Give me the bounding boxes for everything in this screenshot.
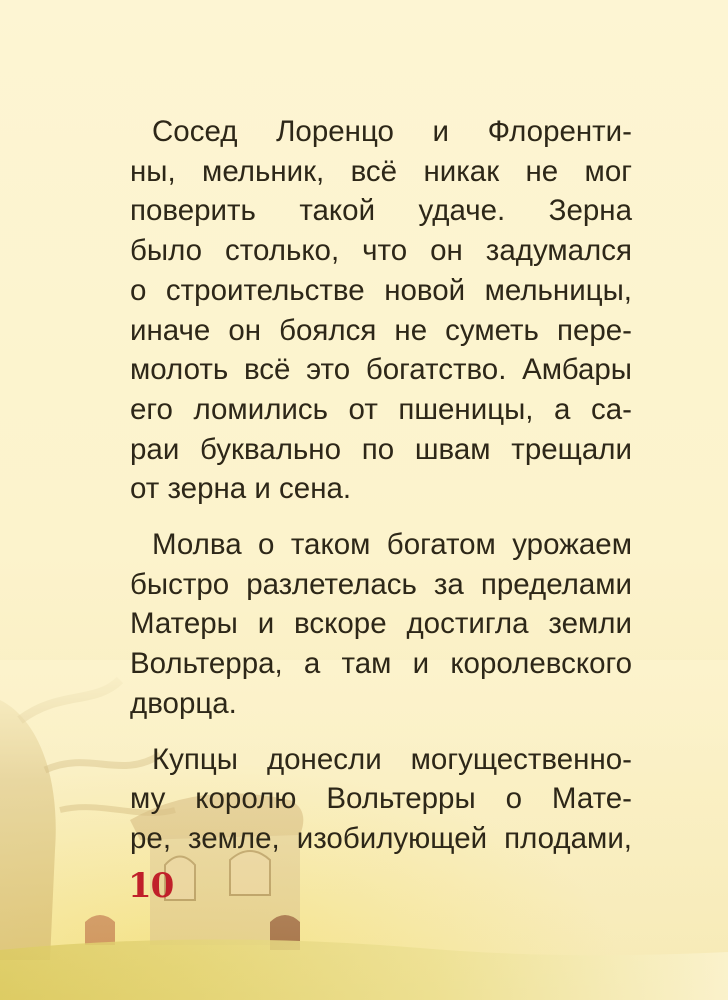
paragraph-3 [130,740,632,859]
text-line: поверить такой удаче. Зерна [130,194,632,228]
text-line: от зерна и сена. [130,472,352,506]
text-line: Матеры и вскоре достигла земли [130,607,632,641]
story-text [130,112,632,875]
text-line: ны, мельник, всё никак не мог [130,154,632,188]
paragraph-1 [130,112,632,509]
page-number: 10 [128,866,174,906]
text-line: Вольтерра, а там и королевского [130,647,632,681]
text-line: было столько, что он задумался [130,234,632,268]
text-line: Сосед Лоренцо и Флоренти- [152,115,632,148]
text-line: ре, земле, изобилующей плодами, [130,821,632,855]
text-line: Купцы донесли могущественно- [152,742,632,776]
text-line: раи буквально по швам трещали [130,432,632,466]
text-line: Молва о таком богатом урожаем [152,528,632,562]
text-line: иначе он боялся не суметь пере- [130,313,632,347]
text-line: му королю Вольтерры о Мате- [130,782,632,816]
text-line: о строительстве новой мельницы, [130,273,632,307]
text-line: быстро разлетелась за пределами [130,567,632,601]
paragraph-2 [130,525,632,724]
text-line: дворца. [130,686,237,720]
text-line: его ломились от пшеницы, а са- [130,392,632,426]
text-line: молоть всё это богатство. Амбары [130,353,632,387]
